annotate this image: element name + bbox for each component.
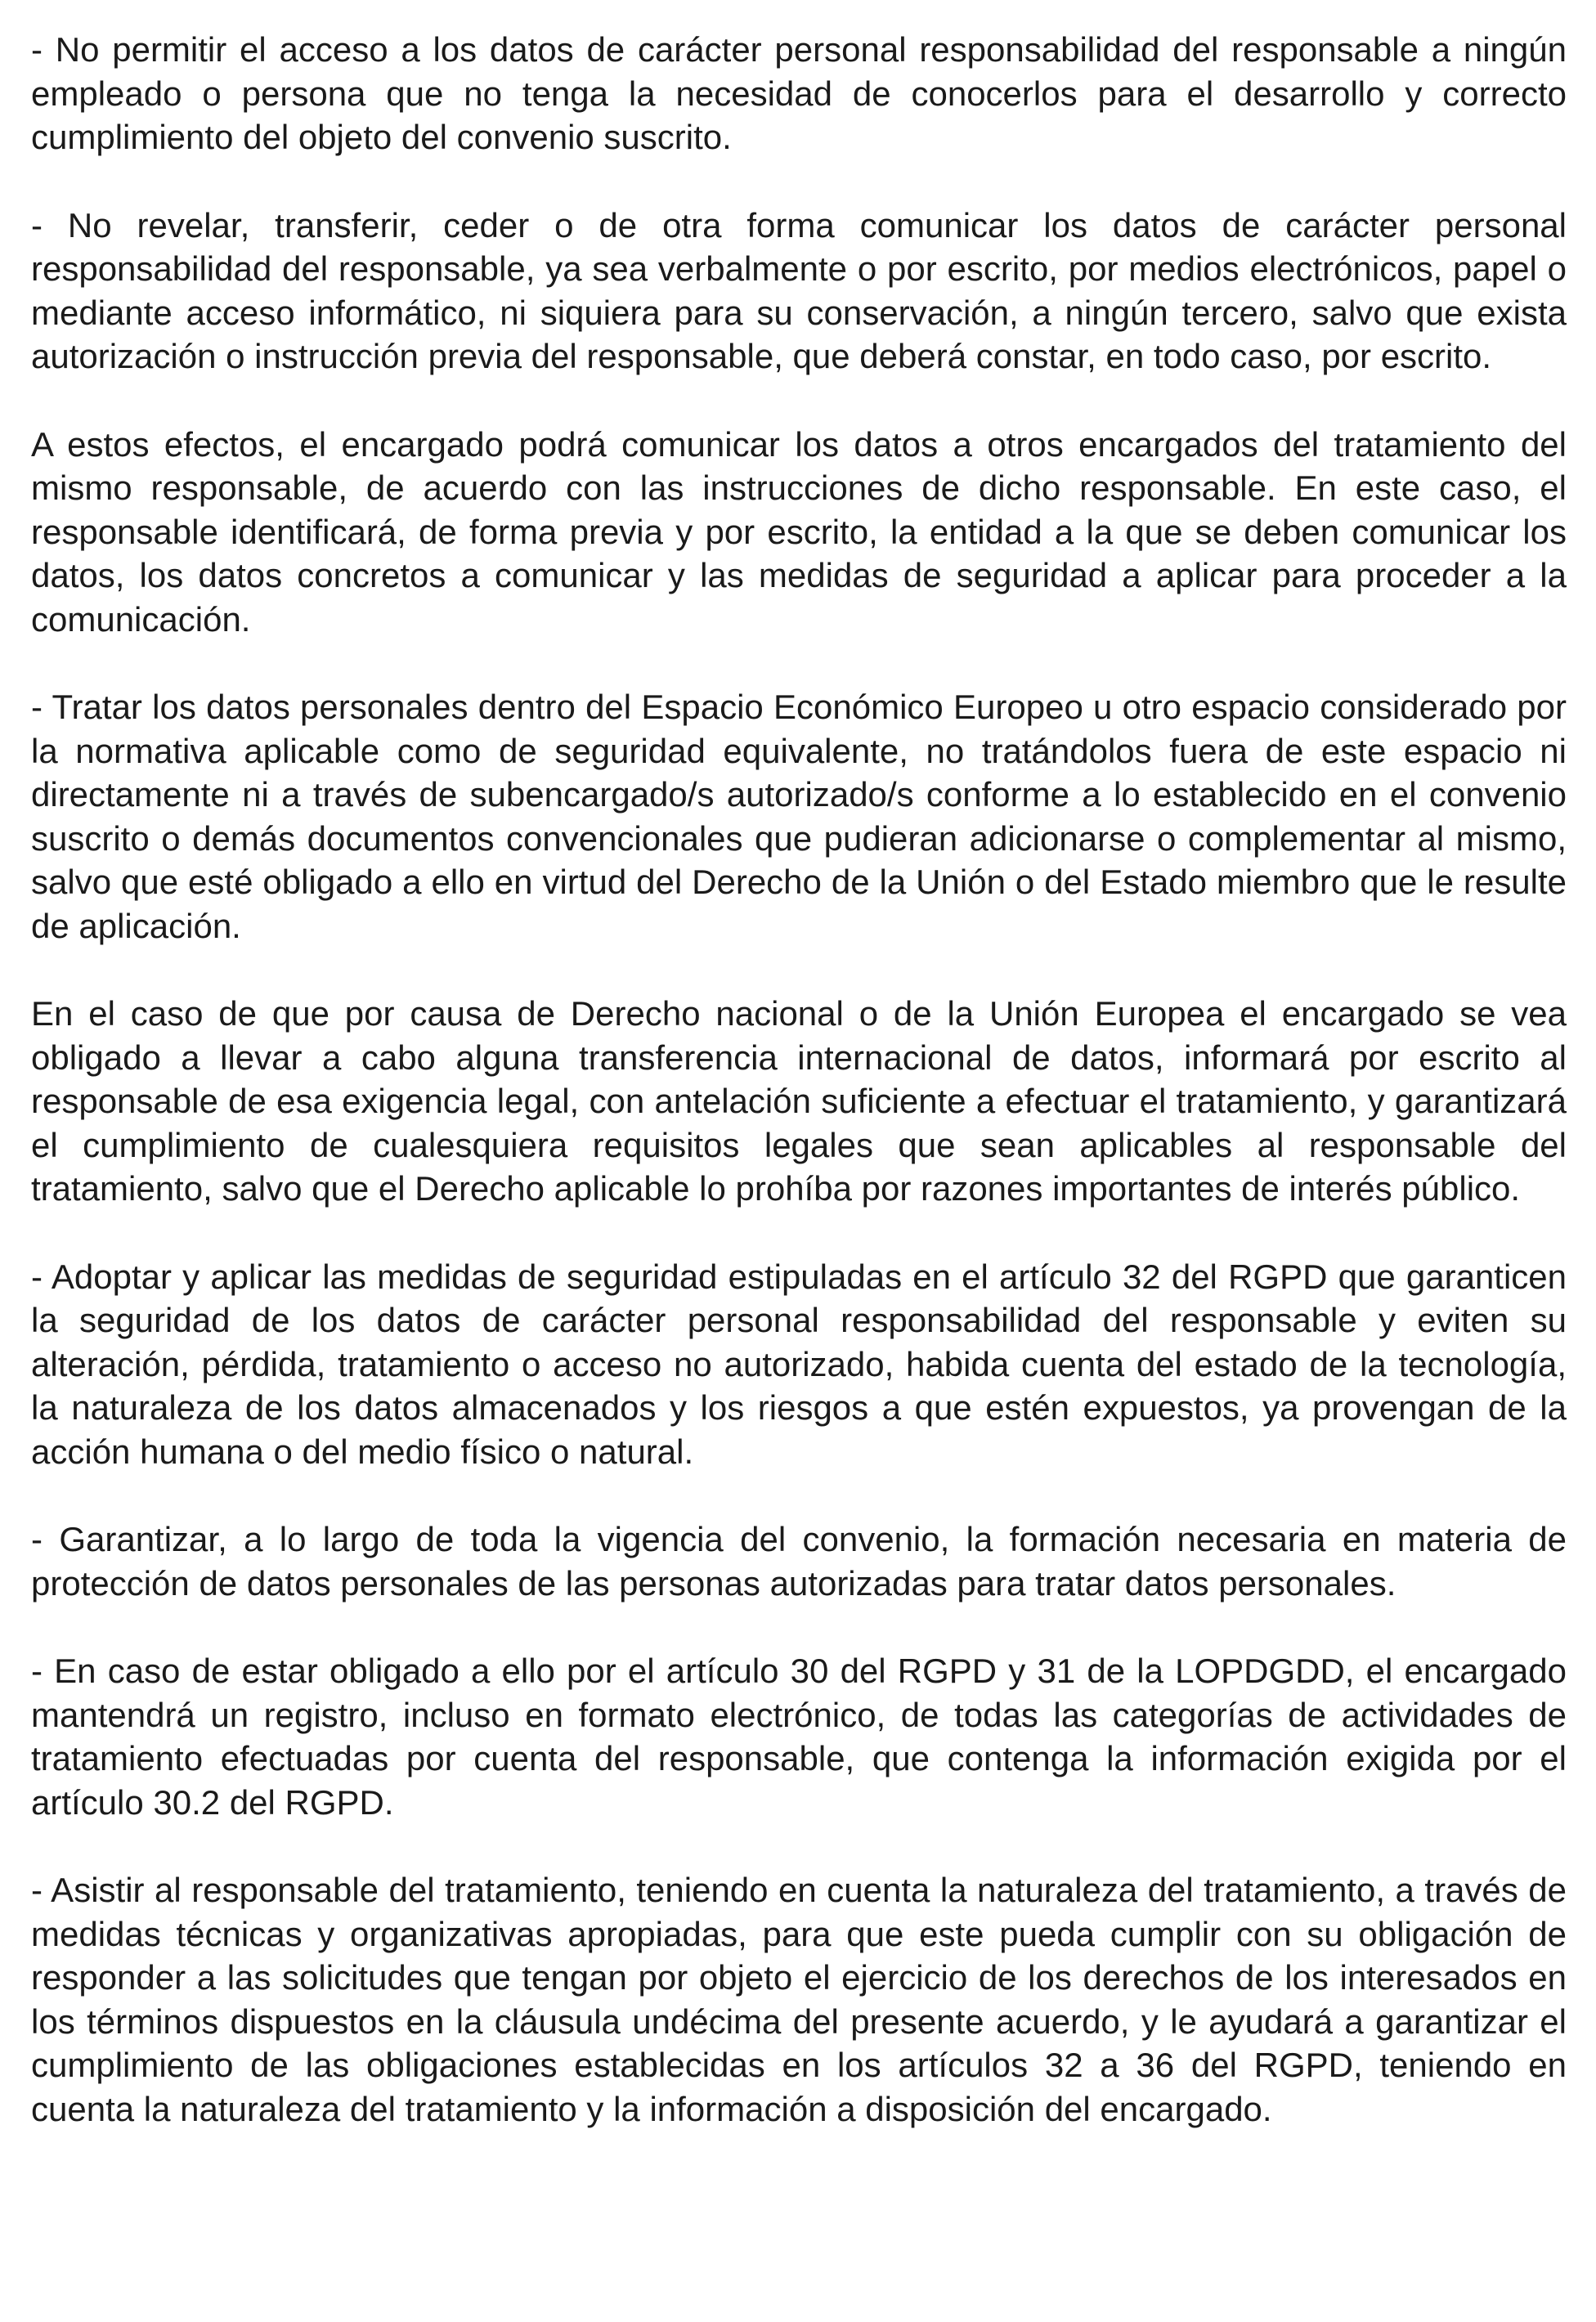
paragraph-no-revelar: - No revelar, transferir, ceder o de otra forma comunicar los datos de carácter personal responsabilidad del responsable, ya sea verbalmente o por escrito, por medios electrónicos, papel o mediante acceso informático, ni siquiera para su conservación, a ningún tercero, salvo que exista autorización o instrucción previa del responsable, que deberá constar, en todo caso, por escrito. <box>31 205 1567 375</box>
paragraph-transferencia-internacional: En el caso de que por causa de Derecho nacional o de la Unión Europea el encargado se vea obligado a llevar a cabo alguna transferencia internacional de datos, informará por escrito al responsable de esa exigencia legal, con antelación suficiente a efectuar el tratamiento, y garantizará el cumplimiento de cualesquiera requisitos legales que sean aplicables al responsable del tratamiento, salvo que el Derecho aplicable lo prohíba por razones importantes de interés público. <box>31 994 1567 1208</box>
document-page <box>31 28 1567 2131</box>
paragraph-tratar-datos-eee: - Tratar los datos personales dentro del Espacio Económico Europeo u otro espacio considerado por la normativa aplicable como de seguridad equivalente, no tratándolos fuera de este espacio ni directamente ni a través de subencargado/s autorizado/s conforme a lo establecido en el convenio suscrito o demás documentos convencionales que pudieran adicionarse o complementar al mismo, salvo que esté obligado a ello en virtud del Derecho de la Unión o del Estado miembro que le resulte de aplicación. <box>31 688 1567 945</box>
paragraph-registro-actividades: - En caso de estar obligado a ello por el artículo 30 del RGPD y 31 de la LOPDGDD, el encargado mantendrá un registro, incluso en formato electrónico, de todas las categorías de actividades de tratamiento efectuadas por cuenta del responsable, que contenga la información exigida por el artículo 30.2 del RGPD. <box>31 1652 1567 1822</box>
paragraph-a-estos-efectos: A estos efectos, el encargado podrá comunicar los datos a otros encargados del tratamiento del mismo responsable, de acuerdo con las instrucciones de dicho responsable. En este caso, el responsable identificará, de forma previa y por escrito, la entidad a la que se deben comunicar los datos, los datos concretos a comunicar y las medidas de seguridad a aplicar para proceder a la comunicación. <box>31 424 1567 639</box>
paragraph-medidas-seguridad: - Adoptar y aplicar las medidas de seguridad estipuladas en el artículo 32 del RGPD que garanticen la seguridad de los datos de carácter personal responsabilidad del responsable y eviten su alteración, pérdida, tratamiento o acceso no autorizado, habida cuenta del estado de la tecnología, la naturaleza de los datos almacenados y los riesgos a que estén expuestos, ya provengan de la acción humana o del medio físico o natural. <box>31 1257 1567 1471</box>
paragraph-no-permitir-acceso: - No permitir el acceso a los datos de carácter personal responsabilidad del responsable a ningún empleado o persona que no tenga la necesidad de conocerlos para el desarrollo y correcto cumplimiento del objeto del convenio suscrito. <box>31 30 1567 156</box>
paragraph-formacion: - Garantizar, a lo largo de toda la vigencia del convenio, la formación necesaria en materia de protección de datos personales de las personas autorizadas para tratar datos personales. <box>31 1520 1567 1603</box>
paragraph-asistir-responsable: - Asistir al responsable del tratamiento, teniendo en cuenta la naturaleza del tratamiento, a través de medidas técnicas y organizativas apropiadas, para que este pueda cumplir con su obligación de responder a las solicitudes que tengan por objeto el ejercicio de los derechos de los interesados en los términos dispuestos en la cláusula undécima del presente acuerdo, y le ayudará a garantizar el cumplimiento de las obligaciones establecidas en los artículos 32 a 36 del RGPD, teniendo en cuenta la naturaleza del tratamiento y la información a disposición del encargado. <box>31 1871 1567 2128</box>
